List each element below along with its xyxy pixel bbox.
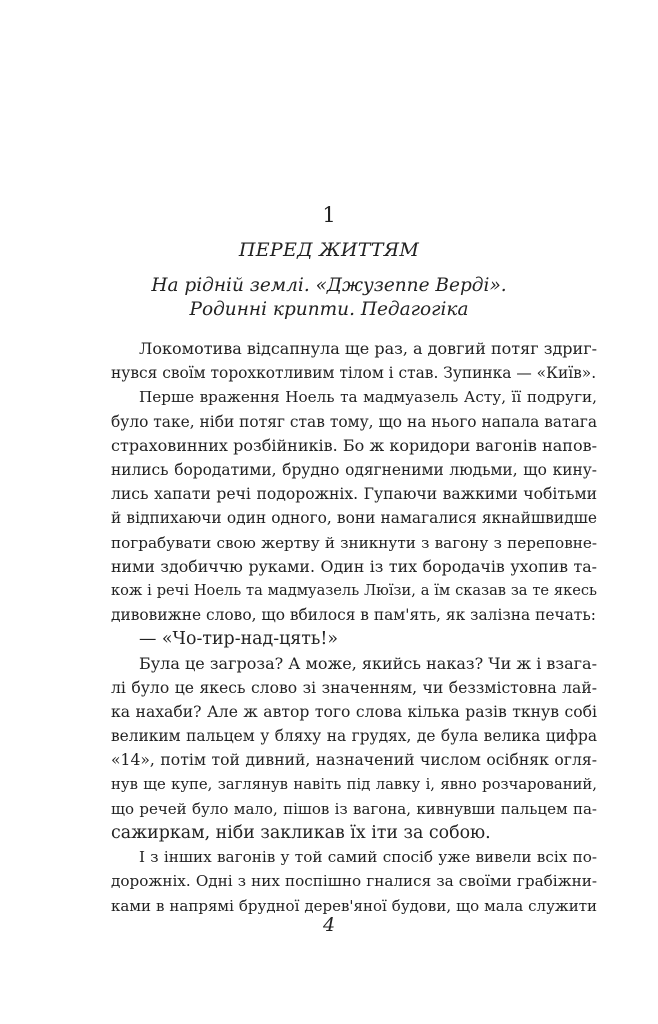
text-line: — «Чо-тир-над-цять!» bbox=[139, 629, 338, 650]
text-line: Була це загроза? А може, якийсь наказ? Чи ж і взага- bbox=[139, 653, 597, 673]
text-line: кож і речі Ноель та мадмуазель Люїзи, а їм сказав за те якесь bbox=[111, 582, 597, 600]
text-line: ними здобиччю руками. Один із тих бородачів ухопив та- bbox=[111, 556, 597, 576]
text-line: ками в напрямі брудної дерев'яної будови, що мала служити bbox=[111, 896, 597, 915]
text-line: й відпихаючи один одного, вони намагалися якнайшвидше bbox=[111, 509, 597, 528]
text-line: «14», потім той дивний, назначений числом осібняк огля- bbox=[111, 751, 597, 770]
text-line: було таке, ніби потяг став тому, що на нього напала ватага bbox=[111, 412, 597, 431]
page-number: 4 bbox=[322, 914, 336, 936]
text-line: страховинних розбійників. Бо ж коридори вагонів напов- bbox=[111, 435, 597, 455]
text-line: нувся своїм торохкотливим тілом і став. Зупинка — «Київ». bbox=[111, 364, 597, 383]
chapter-title: ПЕРЕД ЖИТТЯМ bbox=[238, 239, 420, 261]
text-line: лись хапати речі подорожніх. Гупаючи важкими чобітьми bbox=[111, 485, 597, 504]
text-line: сажиркам, ніби закликав їх іти за собою. bbox=[111, 823, 491, 844]
text-line: Локомотива відсапнула ще раз, а довгий потяг здриг- bbox=[139, 339, 597, 358]
text-line: що речей було мало, пішов із вагона, кивнувши пальцем па- bbox=[111, 799, 597, 818]
text-line: нились бородатими, брудно одягненими людьми, що кину- bbox=[111, 461, 597, 480]
text-line: великим пальцем у бляху на грудях, де була велика цифра bbox=[111, 727, 597, 746]
text-line: дорожніх. Одні з них поспішно гналися за своїми грабіжни- bbox=[111, 872, 597, 891]
text-line: І з інших вагонів у той самий спосіб уже вивели всіх по- bbox=[139, 848, 597, 867]
text-line: Перше враження Ноель та мадмуазель Асту, її подруги, bbox=[139, 388, 597, 407]
text-line: ка нахаби? Але ж автор того слова кілька разів ткнув собі bbox=[111, 703, 597, 722]
chapter-subtitle-line: На рідній землі. «Джузеппе Верді». bbox=[151, 275, 507, 296]
text-line: дивовижне слово, що вбилося в пам'ять, як залізна печать: bbox=[111, 606, 596, 625]
chapter-subtitle bbox=[0, 274, 658, 322]
text-line: нув ще купе, заглянув навіть під лавку і, явно розчарований, bbox=[111, 775, 597, 793]
chapter-subtitle-line: Родинні крипти. Педагогіка bbox=[189, 299, 469, 320]
chapter-number: 1 bbox=[322, 203, 336, 227]
text-line: пограбувати свою жертву й зникнути з вагону з переповне- bbox=[111, 533, 597, 552]
body-text bbox=[111, 337, 597, 918]
text-line: лі було це якесь слово зі значенням, чи беззмістовна лай- bbox=[111, 678, 597, 697]
